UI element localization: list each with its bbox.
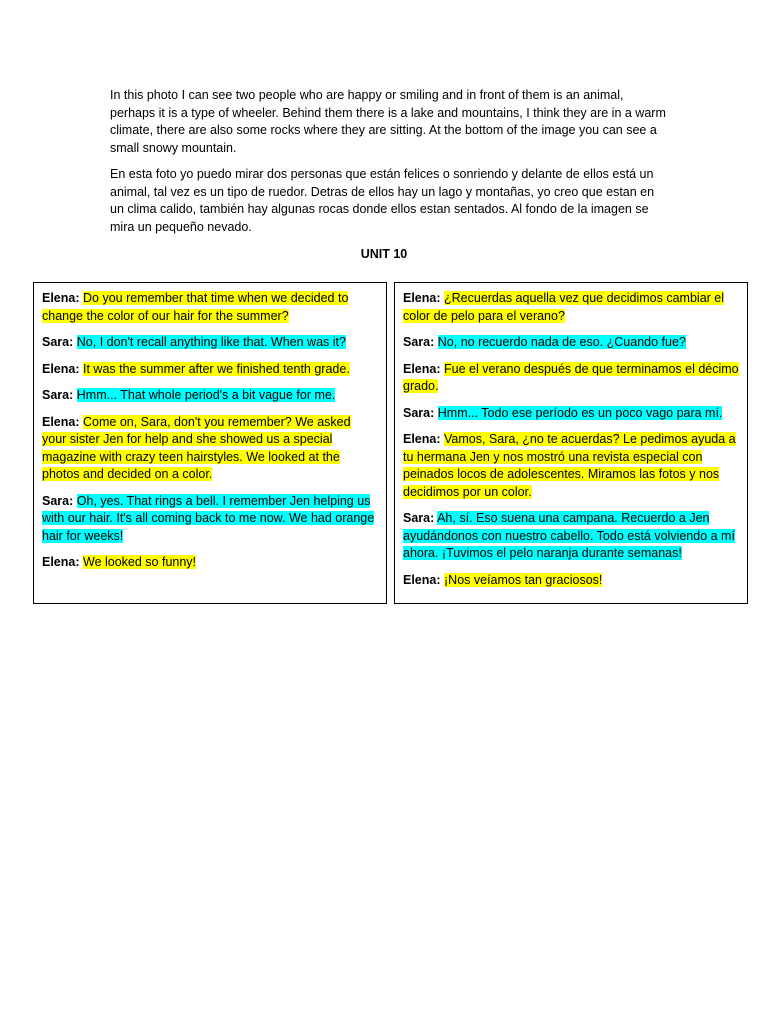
dialogue-text: Do you remember that time when we decided to change the color of our hair for the summer? — [42, 291, 349, 323]
dialogue-box-english — [33, 282, 387, 604]
dialogue-text: It was the summer after we finished tenth grade. — [83, 361, 350, 376]
dialogue-text: No, no recuerdo nada de eso. ¿Cuando fue? — [437, 335, 686, 349]
dialogue-line — [403, 572, 739, 590]
dialogue-text: Hmm... Todo ese período es un poco vago para mí. — [437, 405, 723, 420]
dialogue-box-spanish — [394, 282, 748, 604]
dialogue-line — [403, 361, 739, 396]
speaker-label: Elena: — [42, 414, 80, 429]
dialogue-text: Ah, sí. Eso suena una campana. Recuerdo a Jen ayudándonos con nuestro cabello. Todo está volviendo a mí ahora. ¡Tuvimos el pelo naranja durante semanas! — [403, 511, 735, 560]
dialogue-text: Oh, yes. That rings a bell. I remember Jen helping us with our hair. It's all coming back to me now. We had orange hair for weeks! — [42, 493, 375, 543]
speaker-label: Sara: — [42, 388, 74, 402]
dialogue-text: We looked so funny! — [83, 555, 197, 569]
dialogue-line — [403, 405, 739, 423]
speaker-label: Sara: — [403, 511, 435, 525]
dialogue-text: Fue el verano después de que terminamos el décimo grado. — [403, 361, 739, 393]
dialogue-line — [42, 290, 378, 325]
dialogue-text: Vamos, Sara, ¿no te acuerdas? Le pedimos ayuda a tu hermana Jen y nos mostró una revista especial con peinados locos de adolescentes. Miramos las fotos y nos decidimos por un color. — [403, 432, 736, 499]
dialogue-line — [42, 361, 378, 379]
dialogue-line — [42, 387, 378, 405]
dialogue-text: Come on, Sara, don't you remember? We asked your sister Jen for help and she showed us a special magazine with crazy teen hairstyles. We looked at the photos and decided on a color. — [42, 414, 351, 481]
dialogue-line — [42, 334, 378, 352]
dialogue-text: ¡Nos veíamos tan graciosos! — [444, 572, 603, 587]
speaker-label: Elena: — [42, 361, 80, 376]
speaker-label: Elena: — [403, 572, 441, 587]
speaker-label: Elena: — [403, 291, 441, 305]
speaker-label: Sara: — [42, 493, 74, 508]
dialogue-line — [42, 414, 378, 484]
dialogue-line — [403, 334, 739, 352]
speaker-label: Sara: — [42, 335, 74, 349]
speaker-label: Elena: — [403, 361, 441, 376]
dialogue-text: Hmm... That whole period's a bit vague for me. — [76, 388, 336, 402]
speaker-label: Elena: — [42, 555, 80, 569]
dialogue-line — [42, 554, 378, 572]
intro-english-paragraph: In this photo I can see two people who are happy or smiling and in front of them is an animal, perhaps it is a type of wheeler. Behind them there is a lake and mountains, I think they are in a warm climate, there are also some rocks where they are sitting. At the bottom of the image you can see a small snowy mountain. — [110, 88, 666, 155]
speaker-label: Elena: — [42, 291, 80, 305]
dialogue-line — [403, 431, 739, 501]
unit-heading: UNIT 10 — [360, 247, 408, 261]
speaker-label: Sara: — [403, 335, 435, 349]
speaker-label: Sara: — [403, 405, 435, 420]
intro-spanish-paragraph: En esta foto yo puedo mirar dos personas que están felices o sonriendo y delante de ellos está un animal, tal vez es un tipo de ruedor. Detras de ellos hay un lago y montañas, yo creo que estan en un clima calido, también hay algunas rocas donde ellos estan sentados. Al fondo de la imagen se mira un pequeño nevado. — [110, 167, 655, 234]
dialogue-line — [403, 290, 739, 325]
dialogue-text: ¿Recuerdas aquella vez que decidimos cambiar el color de pelo para el verano? — [403, 291, 725, 323]
speaker-label: Elena: — [403, 432, 441, 446]
dialogue-line — [42, 493, 378, 546]
dialogue-text: No, I don't recall anything like that. When was it? — [76, 335, 346, 349]
dialogue-line — [403, 510, 739, 563]
